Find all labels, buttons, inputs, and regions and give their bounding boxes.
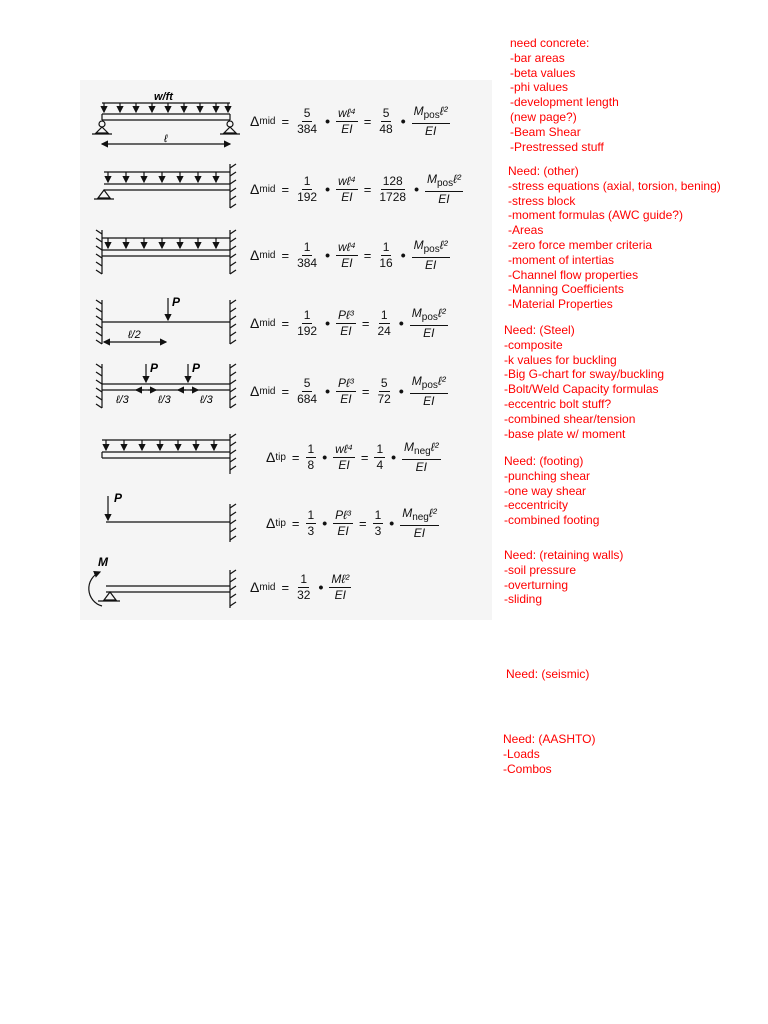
beam-diagram-cantilever-point bbox=[80, 492, 245, 554]
span-label: ℓ bbox=[164, 133, 168, 145]
formula-2: Δ mid = $\frac{1}{192}$ • $\frac{\text{wℓ⁴}}{EI}$ = $\frac{128}{1728}$ • $\frac{M_{pos}\ell^2}{EI}$ bbox=[250, 171, 461, 206]
notes-concrete bbox=[510, 36, 619, 154]
note-line: Need: (other) bbox=[508, 164, 579, 178]
notes-aashto bbox=[503, 732, 595, 776]
note-line: -Prestressed stuff bbox=[510, 139, 604, 154]
note-line: -stress block bbox=[508, 193, 576, 208]
note-line: -Loads bbox=[503, 746, 540, 761]
note-line: -Material Properties bbox=[508, 297, 613, 312]
note-line: -overturning bbox=[504, 577, 569, 592]
formula-6: Δ tip = $\frac{1}{8}$ • $\frac{\text{wℓ⁴}}{EI}$ = $\frac{1}{4}$ • $\frac{M_{neg}\ell^2}{EI}$ bbox=[266, 439, 439, 474]
beam-deflection-figure bbox=[80, 80, 492, 620]
note-line: -Channel flow properties bbox=[508, 267, 639, 282]
notes-other bbox=[508, 164, 721, 312]
note-line: -Big G-chart for sway/buckling bbox=[504, 367, 665, 382]
beam-diagram-cantilever-uniform bbox=[80, 426, 245, 488]
beam-diagram-fixed-point-mid bbox=[80, 292, 245, 354]
note-line: -base plate w/ moment bbox=[504, 426, 626, 441]
beam-case-3 bbox=[80, 224, 492, 286]
note-line: Need: (AASHTO) bbox=[503, 732, 596, 746]
notes-seismic bbox=[506, 667, 589, 682]
note-line: Need: (retaining walls) bbox=[504, 548, 624, 562]
formula-5: Δ mid = $\frac{5}{684}$ • $\frac{\text{Pℓ³}}{EI}$ = $\frac{5}{72}$ • $\frac{M_{pos}\ell^2}{EI}$ bbox=[250, 373, 446, 408]
note-line: -Manning Coefficients bbox=[508, 282, 624, 297]
notes-retaining-walls bbox=[504, 548, 623, 607]
load-label: w/ft bbox=[154, 91, 173, 103]
beam-case-7 bbox=[80, 492, 492, 554]
beam-diagram-simple-uniform bbox=[80, 90, 245, 152]
note-line: -moment of intertias bbox=[508, 252, 615, 267]
note-line: (new page?) bbox=[510, 109, 577, 124]
note-line: -moment formulas (AWC guide?) bbox=[508, 208, 683, 223]
note-line: need concrete: bbox=[510, 36, 590, 50]
note-line: -sliding bbox=[504, 592, 543, 607]
note-line: -one way shear bbox=[504, 483, 587, 498]
note-line: -combined shear/tension bbox=[504, 411, 636, 426]
note-line: -Beam Shear bbox=[510, 124, 581, 139]
beam-diagram-propped-uniform bbox=[80, 158, 245, 220]
note-line: -development length bbox=[510, 95, 619, 110]
note-line: -Areas bbox=[508, 223, 544, 238]
beam-diagram-fixed-uniform bbox=[80, 224, 245, 286]
notes-steel bbox=[504, 323, 664, 441]
point-load-1-label: P bbox=[150, 361, 159, 375]
note-line: -Combos bbox=[503, 761, 552, 776]
note-line: -phi values bbox=[510, 80, 569, 95]
formula-7: Δ tip = $\frac{1}{3}$ • $\frac{\text{Pℓ³}}{EI}$ = $\frac{1}{3}$ • $\frac{M_{neg}\ell^2}{EI}$ bbox=[266, 505, 437, 540]
formula-3: Δ mid = $\frac{1}{384}$ • $\frac{\text{wℓ⁴}}{EI}$ = $\frac{1}{16}$ • $\frac{M_{pos}\ell^2}{EI}$ bbox=[250, 237, 448, 272]
note-line: -k values for buckling bbox=[504, 352, 617, 367]
note-line: -combined footing bbox=[504, 513, 600, 528]
beam-case-5 bbox=[80, 360, 492, 422]
point-load-2-label: P bbox=[192, 361, 201, 375]
formula-1: Δ mid = $\frac{5}{384}$ • $\frac{\text{wℓ⁴}}{EI}$ = $\frac{5}{48}$ • $\frac{M_{pos}\ell^2}{EI}$ bbox=[250, 103, 448, 138]
note-line: -stress equations (axial, torsion, bening) bbox=[508, 178, 721, 193]
point-load-label: P bbox=[172, 295, 181, 309]
note-line: -eccentric bolt stuff? bbox=[504, 396, 612, 411]
note-line: -eccentricity bbox=[504, 498, 569, 513]
formula-4: Δ mid = $\frac{1}{192}$ • $\frac{\text{Pℓ³}}{EI}$ = $\frac{1}{24}$ • $\frac{M_{pos}\ell^2}{EI}$ bbox=[250, 305, 446, 340]
beam-diagram-end-moment bbox=[80, 556, 245, 618]
note-line: -composite bbox=[504, 337, 563, 352]
third-span-2-label: ℓ/3 bbox=[158, 394, 171, 406]
note-line: -soil pressure bbox=[504, 562, 577, 577]
beam-case-8 bbox=[80, 556, 492, 618]
note-line: -Bolt/Weld Capacity formulas bbox=[504, 382, 659, 397]
note-line: Need: (Steel) bbox=[504, 323, 575, 337]
beam-case-2 bbox=[80, 158, 492, 220]
note-line: Need: (seismic) bbox=[506, 667, 590, 681]
beam-case-1 bbox=[80, 90, 492, 152]
beam-case-4 bbox=[80, 292, 492, 354]
note-line: -punching shear bbox=[504, 468, 591, 483]
tip-load-label: P bbox=[114, 492, 123, 505]
note-line: -zero force member criteria bbox=[508, 237, 653, 252]
beam-case-6 bbox=[80, 426, 492, 488]
beam-diagram-fixed-two-points bbox=[80, 360, 245, 422]
half-span-label: ℓ/2 bbox=[128, 329, 141, 341]
third-span-3-label: ℓ/3 bbox=[200, 394, 213, 406]
notes-footing bbox=[504, 454, 599, 528]
note-line: -bar areas bbox=[510, 50, 565, 65]
note-line: Need: (footing) bbox=[504, 454, 584, 468]
note-line: -beta values bbox=[510, 65, 576, 80]
third-span-1-label: ℓ/3 bbox=[116, 394, 129, 406]
moment-label: M bbox=[98, 556, 108, 569]
formula-8: Δ mid = $\frac{1}{32}$ • $\frac{\text{Mℓ²}}{EI}$ bbox=[250, 571, 350, 602]
